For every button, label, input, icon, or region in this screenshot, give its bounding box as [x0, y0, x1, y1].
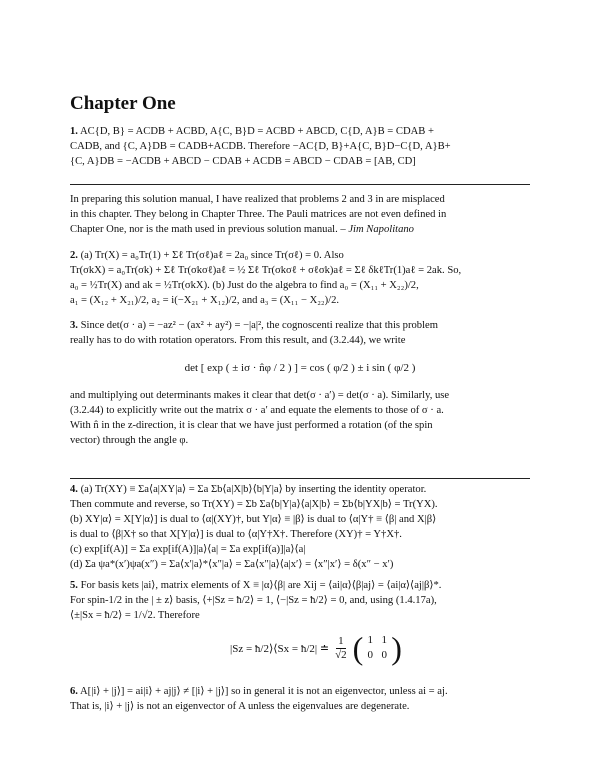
- problem-1: [70, 124, 530, 169]
- right-paren: ): [391, 630, 402, 666]
- problem-4: [70, 482, 530, 572]
- problem-3-continued: [70, 388, 530, 448]
- problem-1-line: {C, A}DB = −ACDB + ABCD − CDAB + ACDB = ABCD − CDAB = [AB, CD]: [70, 156, 416, 167]
- matrix: [353, 632, 402, 664]
- problem-5: [70, 578, 530, 623]
- matrix-grid: [363, 634, 391, 662]
- problem-4-line: (b) XY|α⟩ = X[Y|α⟩] is dual to ⟨α|(XY)†, but Y|α⟩ ≡ |β⟩ is dual to ⟨α|Y† ≡ ⟨β| and X|β⟩: [70, 514, 437, 525]
- problem-2-number: 2.: [70, 250, 78, 261]
- note-signature: Jim Napolitano: [348, 224, 414, 235]
- problem-6: [70, 684, 530, 714]
- matrix-cell: 0: [381, 649, 388, 661]
- matrix-cell: 0: [367, 649, 374, 661]
- note-line: In preparing this solution manual, I have realized that problems 2 and 3 in are misplaced: [70, 194, 445, 205]
- problem-2: [70, 248, 530, 308]
- fraction-numerator: 1: [338, 634, 344, 647]
- problem-4-number: 4.: [70, 484, 78, 495]
- problem-3-line: With n̂ in the z-direction, it is clear that we have just performed a rotation (of the spin: [70, 420, 433, 431]
- problem-3-line: and multiplying out determinants makes it clear that det(σ · a′) = det(σ · a). Similarly, use: [70, 390, 450, 401]
- problem-4-line: (d) Σa ψa*(x′)ψa(x″) = Σa⟨x′|a⟩*⟨x″|a⟩ = Σa⟨x″|a⟩⟨a|x′⟩ = ⟨x″|x′⟩ = δ(x″ − x′): [70, 559, 394, 570]
- matrix-cell: 1: [381, 634, 388, 646]
- problem-3-line: vector) through the angle φ.: [70, 435, 189, 446]
- problem-2-line: a₀ = ½Tr(X) and ak = ½Tr(σkX). (b) Just do the algebra to find a₀ = (X₁₁ + X₂₂)/2,: [70, 280, 419, 291]
- left-paren: (: [352, 630, 364, 666]
- equation-fraction: [335, 635, 347, 662]
- problem-5-line: ⟨±|Sx = ħ/2⟩ = 1/√2. Therefore: [70, 610, 200, 621]
- author-note: [70, 192, 530, 237]
- equation-lhs: |Sz = ħ/2⟩⟨Sx = ħ/2| ≐: [230, 642, 330, 655]
- problem-4-line: (c) exp[if(A)] = Σa exp[if(A)]|a⟩⟨a| = Σa exp[if(a)]|a⟩⟨a|: [70, 544, 306, 555]
- problem-4-line: 4. (a) Tr(XY) ≡ Σa⟨a|XY|a⟩ = Σa Σb⟨a|X|b⟩⟨b|Y|a⟩ by inserting the identity operator.: [70, 484, 427, 495]
- problem-6-number: 6.: [70, 686, 78, 697]
- problem-1-line: CADB, and {C, A}DB = CADB+ACDB. Therefore −AC{D, B}+A{C, B}D−C{D, A}B+: [70, 141, 451, 152]
- problem-6-line: 6. A[|i⟩ + |j⟩] = ai|i⟩ + aj|j⟩ ≠ [|i⟩ + |j⟩] so in general it is not an eigenvector, unless ai = aj.: [70, 686, 448, 697]
- problem-5-line: 5. For basis kets |ai⟩, matrix elements of X ≡ |α⟩⟨β| are Xij = ⟨ai|α⟩⟨β|aj⟩ = ⟨ai|α⟩⟨aj|β⟩*.: [70, 580, 442, 591]
- fraction-denominator: √2: [335, 648, 347, 661]
- problem-2-line: a₁ = (X₁₂ + X₂₁)/2, a₂ = i(−X₂₁ + X₁₂)/2, and a₃ = (X₁₁ − X₂₂)/2.: [70, 295, 340, 306]
- problem-6-line: That is, |i⟩ + |j⟩ is not an eigenvector of A unless the eigenvalues are degenerate.: [70, 701, 410, 712]
- chapter-title: Chapter One: [70, 93, 176, 114]
- problem-3-line: (3.2.44) to explicitly write out the matrix σ · a′ and equate the elements to those of σ · a.: [70, 405, 444, 416]
- problem-4-line: Then commute and reverse, so Tr(XY) = Σb Σa⟨b|Y|a⟩⟨a|X|b⟩ = Σb⟨b|YX|b⟩ = Tr(YX).: [70, 499, 438, 510]
- section-divider: [70, 478, 530, 479]
- problem-5-equation: [230, 630, 402, 666]
- matrix-cell: 1: [367, 634, 374, 646]
- problem-3-line: 3. Since det(σ · a) = −az² − (ax² + ay²) = −|a|², the cognoscenti realize that this problem: [70, 320, 438, 331]
- problem-3: [70, 318, 530, 348]
- problem-3-equation: det [ exp ( ± iσ · n̂φ / 2 ) ] = cos ( φ/2 ) ± i sin ( φ/2 ): [184, 362, 416, 374]
- problem-2-line: Tr(σkX) = a₀Tr(σk) + Σℓ Tr(σkσℓ)aℓ = ½ Σℓ Tr(σkσℓ + σℓσk)aℓ = Σℓ δkℓTr(1)aℓ = 2ak. So,: [70, 265, 462, 276]
- section-divider: [70, 184, 530, 185]
- problem-4-line: is dual to ⟨β|X† so that X[Y|α⟩] is dual to ⟨α|Y†X†. Therefore (XY)† = Y†X†.: [70, 529, 402, 540]
- problem-3-number: 3.: [70, 320, 78, 331]
- note-line: Chapter One, nor is the math used in previous solution manual. – Jim Napolitano: [70, 224, 414, 235]
- problem-1-line: 1. AC{D, B} = ACDB + ACBD, A{C, B}D = ACBD + ABCD, C{D, A}B = CDAB +: [70, 126, 434, 137]
- problem-5-number: 5.: [70, 580, 78, 591]
- problem-3-line: really has to do with rotation operators. From this result, and (3.2.44), we write: [70, 335, 406, 346]
- problem-1-number: 1.: [70, 126, 78, 137]
- problem-2-line: 2. (a) Tr(X) = a₀Tr(1) + Σℓ Tr(σℓ)aℓ = 2a₀ since Tr(σℓ) = 0. Also: [70, 250, 344, 261]
- note-line: in this chapter. They belong in Chapter Three. The Pauli matrices are not even defined in: [70, 209, 447, 220]
- problem-5-line: For spin-1/2 in the | ± z⟩ basis, ⟨+|Sz = ħ/2⟩ = 1, ⟨−|Sz = ħ/2⟩ = 0, and, using (1.4.17a),: [70, 595, 437, 606]
